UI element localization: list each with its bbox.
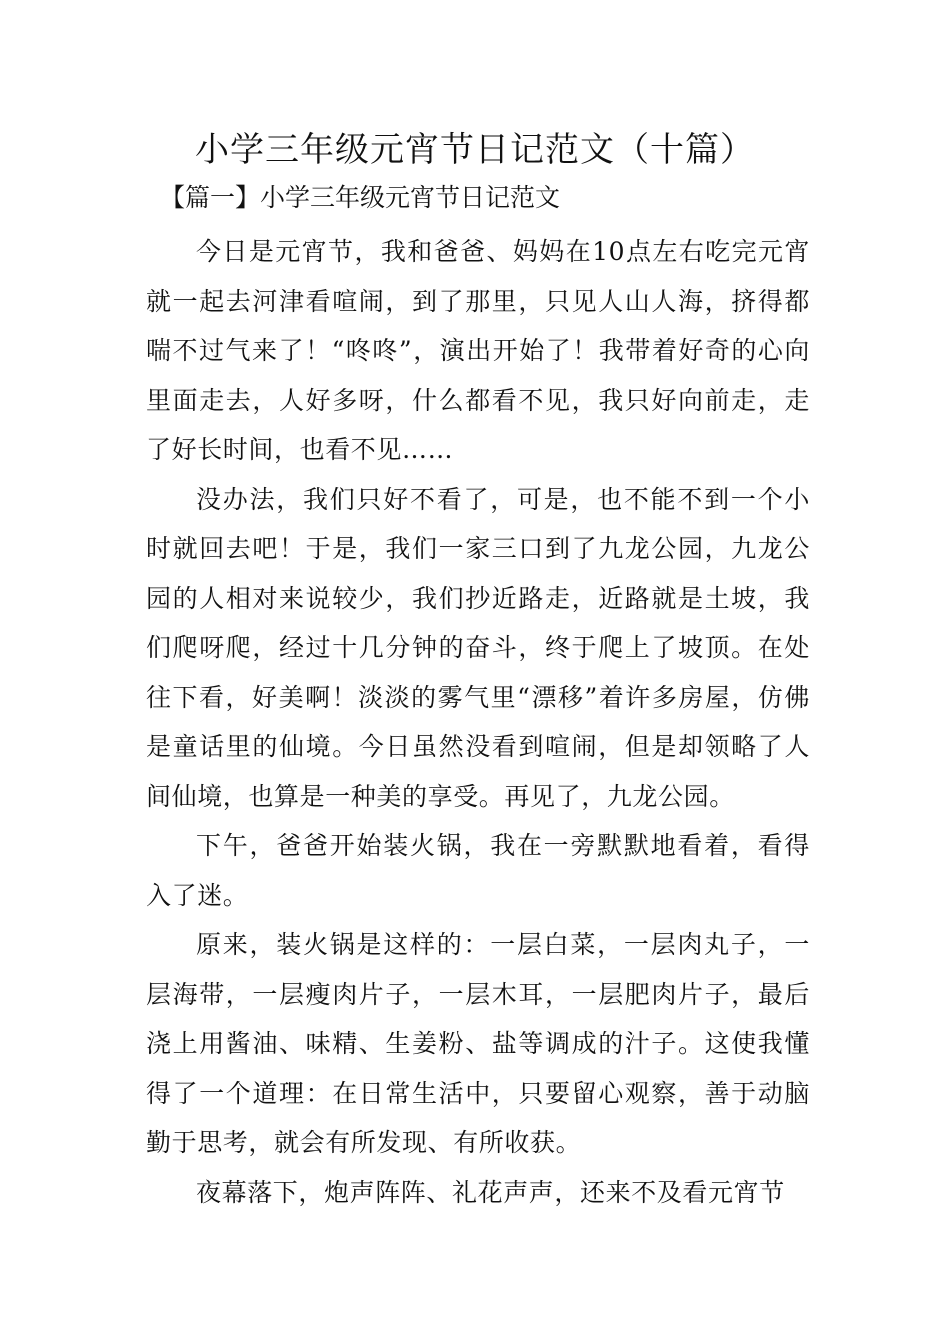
- document-title: 小学三年级元宵节日记范文（十篇）: [195, 130, 755, 170]
- paragraph-4: 原来，装火锅是这样的：一层白菜，一层肉丸子，一层海带，一层瘦肉片子，一层木耳，一层肥肉片子，最后浇上用酱油、味精、生姜粉、盐等调成的汁子。这使我懂得了一个道理：在日常生活中，只要留心观察，善于动脑勤于思考，就会有所发现、有所收获。: [146, 930, 810, 1157]
- paragraph-1: 今日是元宵节，我和爸爸、妈妈在10点左右吃完元宵就一起去河津看喧闹，到了那里，只见人山人海，挤得都喘不过气来了！“咚咚”，演出开始了！我带着好奇的心向里面走去，人好多呀，什么都看不见，我只好向前走，走了好长时间，也看不见……: [146, 237, 810, 464]
- paragraph-3: 下午，爸爸开始装火锅，我在一旁默默地看着，看得入了迷。: [146, 831, 810, 910]
- paragraph-2: 没办法，我们只好不看了，可是，也不能不到一个小时就回去吧！于是，我们一家三口到了九龙公园，九龙公园的人相对来说较少，我们抄近路走，近路就是土坡，我们爬呀爬，经过十几分钟的奋斗，终于爬上了坡顶。在处往下看，好美啊！淡淡的雾气里“漂移”着许多房屋，仿佛是童话里的仙境。今日虽然没看到喧闹，但是却领略了人间仙境，也算是一种美的享受。再见了，九龙公园。: [146, 484, 810, 811]
- document-body: [146, 227, 810, 1217]
- section-heading: 【篇一】小学三年级元宵节日记范文: [160, 183, 561, 212]
- paragraph-5: 夜幕落下，炮声阵阵、礼花声声，还来不及看元宵节: [196, 1177, 785, 1207]
